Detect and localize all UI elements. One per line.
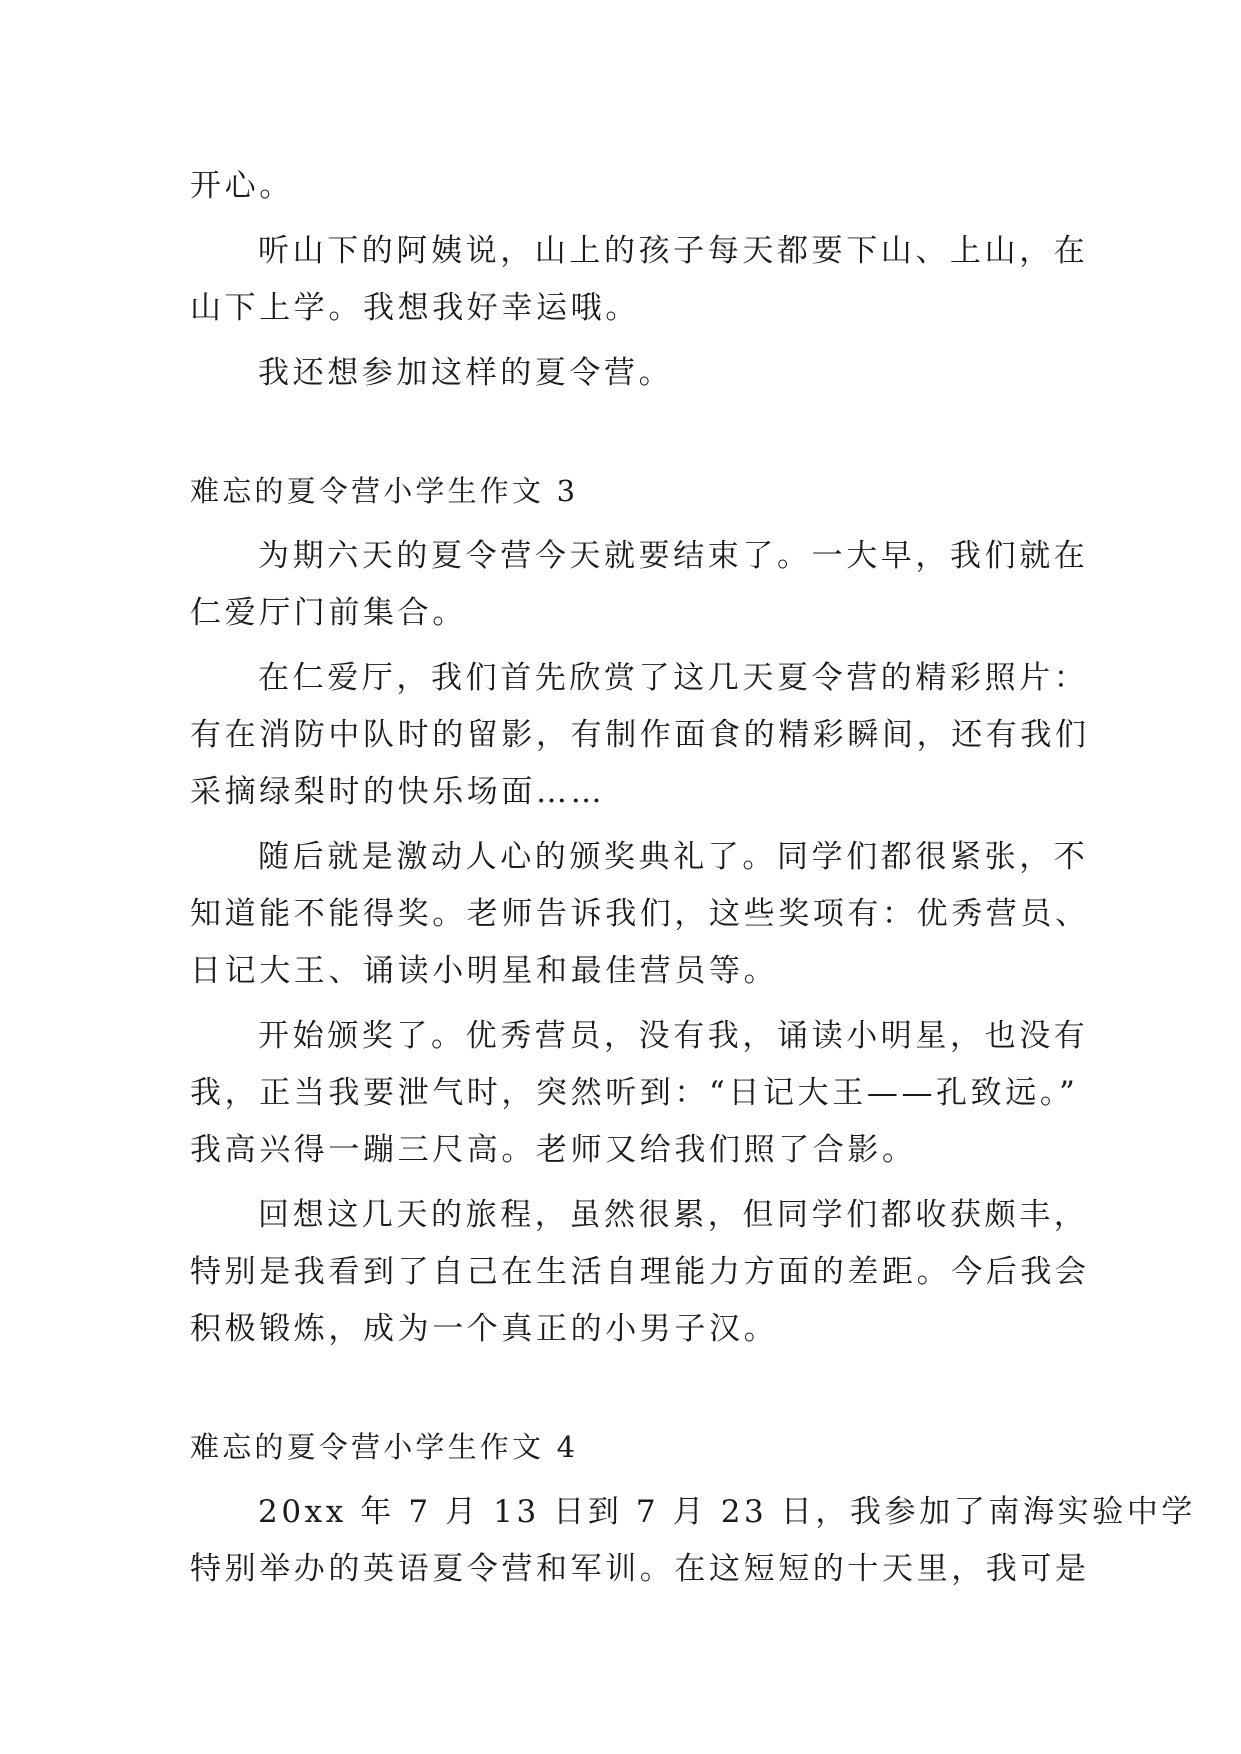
text-line: 仁爱厅门前集合。 — [190, 595, 467, 631]
text-line: 听山下的阿姨说，山上的孩子每天都要下山、上山，在 — [258, 233, 1089, 269]
text-line: 在仁爱厅，我们首先欣赏了这几天夏令营的精彩照片： — [258, 660, 1089, 696]
paragraph — [190, 528, 1089, 642]
text-line: 积极锻炼，成为一个真正的小男子汉。 — [190, 1311, 779, 1347]
text-line: 日记大王、诵读小明星和最佳营员等。 — [190, 953, 779, 989]
paragraph — [190, 1008, 1089, 1179]
text-line: 为期六天的夏令营今天就要结束了。一大早，我们就在 — [258, 538, 1089, 574]
text-line: 采摘绿梨时的快乐场面…… — [190, 774, 606, 810]
paragraph — [190, 345, 1060, 402]
text-line: 知道能不能得奖。老师告诉我们，这些奖项有：优秀营员、 — [190, 896, 1090, 932]
text-line: 我高兴得一蹦三尺高。老师又给我们照了合影。 — [190, 1132, 917, 1168]
text-line: 山下上学。我想我好幸运哦。 — [190, 290, 640, 326]
text-line: 回想这几天的旅程，虽然很累，但同学们都收获颇丰， — [258, 1197, 1089, 1233]
document-page — [190, 158, 1197, 1598]
paragraph — [190, 650, 1090, 821]
paragraph — [190, 1187, 1090, 1358]
essay-3-title: 难忘的夏令营小学生作文 3 — [190, 474, 579, 508]
text-line: 我还想参加这样的夏令营。 — [258, 355, 674, 391]
essay-4-title: 难忘的夏令营小学生作文 4 — [190, 1430, 579, 1464]
text-line: 20xx 年 7 月 13 日到 7 月 23 日，我参加了南海实验中学 — [258, 1494, 1197, 1530]
text-line: 特别是我看到了自己在生活自理能力方面的差距。今后我会 — [190, 1254, 1090, 1290]
paragraph — [190, 223, 1089, 337]
text-line: 有在消防中队时的留影，有制作面食的精彩瞬间，还有我们 — [190, 717, 1090, 753]
text-line: 开心。 — [190, 168, 294, 204]
paragraph — [190, 1484, 1197, 1598]
text-line: 我，正当我要泄气时，突然听到：“日记大王——孔致远。” — [190, 1075, 1079, 1111]
paragraph — [190, 829, 1090, 1000]
paragraph — [190, 158, 1060, 215]
text-line: 开始颁奖了。优秀营员，没有我，诵读小明星，也没有 — [258, 1018, 1089, 1054]
text-line: 特别举办的英语夏令营和军训。在这短短的十天里，我可是 — [190, 1551, 1090, 1587]
text-line: 随后就是激动人心的颁奖典礼了。同学们都很紧张，不 — [258, 839, 1089, 875]
